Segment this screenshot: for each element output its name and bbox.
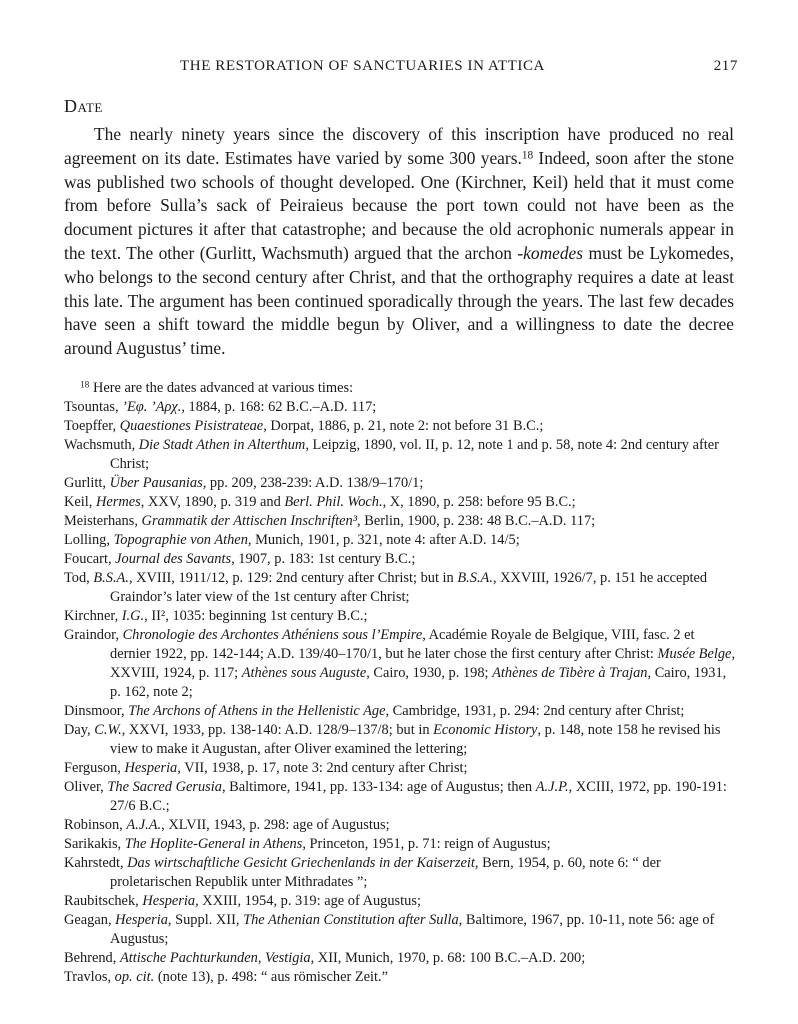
footnote-entry-text: Lolling, <box>64 532 114 548</box>
footnote-entry-title: Quaestiones Pisistrateae <box>119 418 264 434</box>
footnote-entry-text: , Berlin, 1900, p. 238: 48 B.C.–A.D. 117; <box>357 513 596 529</box>
footnote-entry-title: Hermes <box>95 494 141 510</box>
footnote-entry-title: Über Pausanias <box>109 475 203 491</box>
footnote-entry-title: Athènes sous Auguste <box>241 665 367 681</box>
footnote-entry <box>64 702 738 721</box>
footnote-entry <box>64 626 738 702</box>
footnote-entry-text: , Dorpat, 1886, p. 21, note 2: not before 31 B.C.; <box>263 418 544 434</box>
footnote-entry-title: Journal des Savants <box>115 551 232 567</box>
footnote-entry-title: The Hoplite-General in Athens <box>124 836 303 852</box>
footnote-entry-text: Dinsmoor, <box>64 703 129 719</box>
footnote-entry-text: , 1884, p. 168: 62 B.C.–A.D. 117; <box>181 399 377 415</box>
footnote-entry-title: Hesperia <box>142 893 196 909</box>
footnote-entry <box>64 531 738 550</box>
footnote-entry-text: , XXVIII, 1926/7, p. 151 he accepted Graindor’s later view of the 1st century after Christ; <box>110 570 708 605</box>
footnote-entry <box>64 493 738 512</box>
footnote-entry-text: , XLVII, 1943, p. 298: age of Augustus; <box>161 817 390 833</box>
footnote-entry-text: Foucart, <box>64 551 116 567</box>
footnote-entry-text: Meisterhans, <box>64 513 142 529</box>
footnote-entry-text: Kahrstedt, <box>64 855 128 871</box>
footnote-entry-text: , 1907, p. 183: 1st century B.C.; <box>231 551 416 567</box>
footnote-entry-text: , Munich, 1901, p. 321, note 4: after A.D. 14/5; <box>247 532 520 548</box>
footnote-entry-text: , Cambridge, 1931, p. 294: 2nd century after Christ; <box>385 703 685 719</box>
footnote-entry-text: , II², 1035: beginning 1st century B.C.; <box>144 608 368 624</box>
footnote-entry-text: Tod, <box>64 570 94 586</box>
footnote-entry-text: , Cairo, 1931, p. 162, note 2; <box>110 665 727 700</box>
footnote-reference[interactable]: 18 <box>521 149 534 162</box>
footnote-entry-text: Sarikakis, <box>64 836 125 852</box>
footnote-entry-text: Robinson, <box>64 817 127 833</box>
footnote-entry <box>64 949 738 968</box>
footnote-entry-text: , XXVIII, 1924, p. 117; <box>110 646 736 681</box>
footnote-entry-title: Musée Belge <box>657 646 732 662</box>
footnote-entry <box>64 759 738 778</box>
footnote-entry-title: Athènes de Tibère à Trajan <box>492 665 648 681</box>
footnote-list <box>64 379 738 987</box>
footnote-number: 18 <box>80 380 90 391</box>
footnote-entry-title: Das wirtschaftliche Gesicht Griechenlands in der Kaiserzeit <box>127 855 475 871</box>
footnote-entry-title: Hesperia <box>115 912 168 928</box>
footnote-entry <box>64 968 738 987</box>
footnote-entry-title: The Athenian Constitution after Sulla <box>243 912 459 928</box>
body-text-part3: must be Lykomedes, who belongs to the second century after Christ, and that the orthography requires a date at least this late. The argument has been continued sporadically through the years. The last few decades have seen a shift toward the middle begun by Oliver, and a willingness to date the decree around Augustus’ time. <box>64 242 734 359</box>
footnote-entry-text: , XXVI, 1933, pp. 138-140: A.D. 128/9–137/8; but in <box>121 722 434 738</box>
footnote-entry-text: , Bern, 1954, p. 60, note 6: “ der proletarischen Republik unter Mithradates ”; <box>110 855 661 890</box>
footnote-entry-title: Berl. Phil. Woch. <box>284 494 383 510</box>
section-heading: Date <box>64 96 103 116</box>
footnote-entry <box>64 436 738 474</box>
footnote-entry-text: Day, <box>64 722 95 738</box>
footnote-entry <box>64 398 738 417</box>
footnote-entry-title: ’Εφ. ’Αρχ. <box>122 399 182 415</box>
footnote-entry-title: Vestigia <box>265 950 311 966</box>
footnote-entry-text: , Leipzig, 1890, vol. II, p. 12, note 1 and p. 58, note 4: 2nd century after Christ; <box>110 437 719 472</box>
footnote-entry-text: , Cairo, 1930, p. 198; <box>366 665 493 681</box>
footnote-entry-text: Travlos, <box>64 969 115 985</box>
footnote-entry <box>64 816 738 835</box>
footnote-entry <box>64 721 738 759</box>
footnote-entry <box>64 550 738 569</box>
footnote-entry-text: , X, 1890, p. 258: before 95 B.C.; <box>382 494 576 510</box>
footnote-entry-text: , XVIII, 1911/12, p. 129: 2nd century after Christ; but in <box>128 570 458 586</box>
footnote-entry-text: Geagan, <box>64 912 116 928</box>
footnote-entry-text: , <box>257 950 266 966</box>
body-text-part2: Indeed, soon after the stone was published two schools of thought developed. One (Kirchner, Keil) held that it must come from before Sulla’s sack of Peiraieus because the port town could not have been as the document pictures it after that catastrophe; and because the old acrophonic numerals appear in the text. The other (Gurlitt, Wachsmuth) argued that the archon <box>64 147 734 263</box>
footnote-entry <box>64 512 738 531</box>
footnote-entry-text: Behrend, <box>64 950 120 966</box>
footnote-entry-text: Gurlitt, <box>64 475 110 491</box>
footnote-entry-title: A.J.P. <box>535 779 569 795</box>
footnote-entry-text: , XII, Munich, 1970, p. 68: 100 B.C.–A.D. 200; <box>310 950 586 966</box>
footnote-entry-title: op. cit. <box>114 969 155 985</box>
body-text-part1: The nearly ninety years since the discovery of this inscription have produced no real agreement on its date. Estimates have varied by some 300 years. <box>64 124 734 168</box>
footnote-entry <box>64 778 738 816</box>
footnote-entry-title: C.W. <box>94 722 122 738</box>
body-text-komedes: -komedes <box>517 242 584 263</box>
footnote-entry-text: , Baltimore, 1967, pp. 10-11, note 56: age of Augustus; <box>110 912 715 947</box>
footnote-entry-text: , XXIII, 1954, p. 319: age of Augustus; <box>195 893 421 909</box>
footnote-entry-title: I.G. <box>121 608 145 624</box>
footnote-entry-title: The Archons of Athens in the Hellenistic Age <box>128 703 386 719</box>
footnote-entry-text: Oliver, <box>64 779 108 795</box>
footnote-entry-text: , Princeton, 1951, p. 71: reign of Augustus; <box>302 836 551 852</box>
running-title: THE RESTORATION OF SANCTUARIES IN ATTICA <box>180 58 545 74</box>
footnote-entry-text: Tsountas, <box>64 399 123 415</box>
footnote-entry-text: , Suppl. XII, <box>167 912 244 928</box>
footnote-entry-text: , XCIII, 1972, pp. 190-191: 27/6 B.C.; <box>110 779 727 814</box>
footnote-entry-title: B.S.A. <box>457 570 493 586</box>
footnote-entry-title: B.S.A. <box>93 570 129 586</box>
footnote-entry-text: Ferguson, <box>64 760 125 776</box>
footnote-entry-title: A.J.A. <box>126 817 162 833</box>
footnote-entry-title: Chronologie des Archontes Athéniens sous l’Empire <box>122 627 423 643</box>
footnote-entry <box>64 607 738 626</box>
footnote-intro <box>64 379 738 398</box>
footnote-entry-text: Raubitschek, <box>64 893 143 909</box>
footnote-entry-title: Die Stadt Athen in Alterthum <box>138 437 306 453</box>
footnote-entry-title: Topographie von Athen <box>113 532 248 548</box>
footnote-entry-title: The Sacred Gerusia <box>107 779 222 795</box>
footnote-entry <box>64 417 738 436</box>
footnote-entry-text: , p. 148, note 158 he revised his view to make it Augustan, after Oliver examined the lettering; <box>110 722 721 757</box>
footnote-entry-title: Attische Pachturkunden <box>119 950 258 966</box>
footnote-entry <box>64 835 738 854</box>
running-head <box>64 58 738 80</box>
footnote-entry <box>64 474 738 493</box>
footnote-entry-text: Kirchner, <box>64 608 122 624</box>
footnote-intro-text: Here are the dates advanced at various times: <box>92 380 354 396</box>
footnote-entry-title: Economic History <box>433 722 538 738</box>
footnote-entry-text: Wachsmuth, <box>64 437 139 453</box>
footnote-entry-text: (note 13), p. 498: “ aus römischer Zeit.” <box>154 969 389 985</box>
body-paragraph <box>64 123 734 361</box>
footnote-entry <box>64 911 738 949</box>
footnote-entry-text: , Académie Royale de Belgique, VIII, fasc. 2 et dernier 1922, pp. 142-144; A.D. 139/40–170/1, but he later chose the first century after Christ: <box>110 627 695 662</box>
footnote-entry-text: , pp. 209, 238-239: A.D. 138/9–170/1; <box>202 475 424 491</box>
footnote-entry-title: Grammatik der Attischen Inschriften³ <box>141 513 358 529</box>
footnote-entry-text: Graindor, <box>64 627 123 643</box>
footnote-entry <box>64 569 738 607</box>
footnote-entry-text: , Baltimore, 1941, pp. 133-134: age of Augustus; then <box>221 779 536 795</box>
footnote-entry <box>64 854 738 892</box>
footnote-entry-text: Toepffer, <box>64 418 120 434</box>
footnote-entry-title: Hesperia <box>124 760 178 776</box>
footnote-entry-text: , XXV, 1890, p. 319 and <box>140 494 285 510</box>
footnote-entry-text: , VII, 1938, p. 17, note 3: 2nd century after Christ; <box>177 760 468 776</box>
footnote-entry-text: Keil, <box>64 494 96 510</box>
footnote-entry <box>64 892 738 911</box>
page-number: 217 <box>713 58 738 74</box>
